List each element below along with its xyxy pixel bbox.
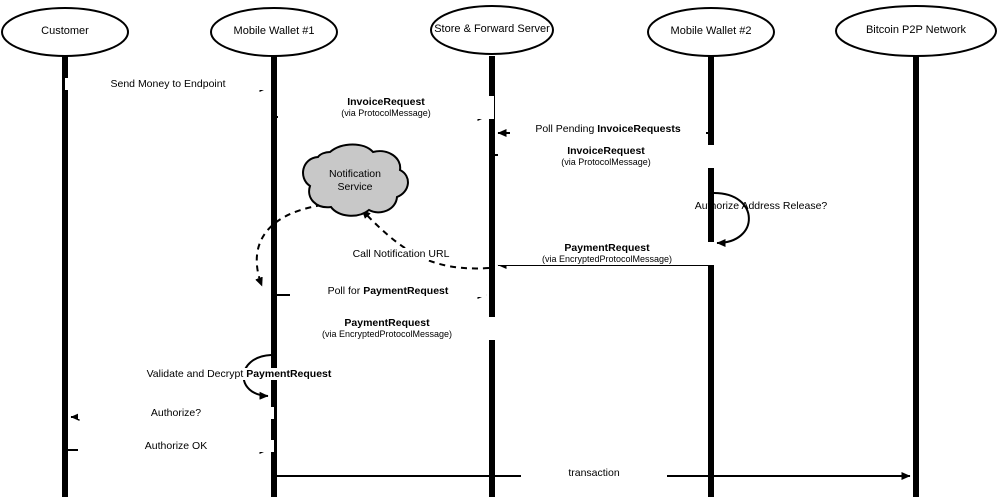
msg-sub: (via ProtocolMessage) [561, 157, 651, 167]
lifelines [65, 56, 916, 497]
actor-label-mobile-wallet-2: Mobile Wallet #2 [670, 25, 752, 37]
msg-main: Authorize Address Release? [694, 200, 828, 212]
msg-main: transaction [568, 467, 620, 479]
msg-main: Poll for [327, 285, 364, 297]
message-validate-and-decrypt-payment-request [133, 368, 345, 380]
msg-main: Call Notification URL [352, 248, 450, 260]
msg-bold: PaymentRequest [246, 368, 332, 380]
msg-main: Validate and Decrypt [146, 368, 247, 380]
msg-sub: (via ProtocolMessage) [341, 108, 431, 118]
notification-service-label-line2: Service [337, 181, 373, 193]
msg-main: Send Money to Endpoint [110, 78, 226, 90]
actor-label-mobile-wallet-1: Mobile Wallet #1 [233, 25, 315, 37]
message-authorize-ok [78, 440, 274, 452]
message-payment-request-server-to-wallet1 [278, 317, 496, 340]
message-authorize-address-release [683, 200, 839, 212]
actor-label-customer: Customer [41, 25, 89, 37]
msg-bold: PaymentRequest [344, 317, 430, 329]
actor-label-bitcoin-p2p-network: Bitcoin P2P Network [865, 24, 967, 36]
message-invoice-request-wallet1-to-server [278, 96, 494, 119]
msg-main: Poll Pending [535, 123, 598, 135]
message-authorize-question [78, 407, 274, 419]
msg-bold: PaymentRequest [564, 242, 650, 254]
msg-bold: PaymentRequest [363, 285, 449, 297]
message-transaction [521, 467, 667, 479]
message-call-notification-url [318, 248, 484, 260]
message-payment-request-wallet2-to-server [498, 242, 716, 265]
message-send-money-to-endpoint [65, 78, 271, 90]
actor-label-store-and-forward-server: Store & Forward Server [434, 23, 550, 35]
actor-heads [2, 6, 996, 56]
message-poll-pending-invoice-requests [510, 123, 706, 135]
message-poll-for-payment-request [290, 285, 486, 297]
notification-service-label-line1: Notification [329, 168, 381, 180]
notification-service-cloud [303, 145, 408, 216]
msg-bold: InvoiceRequest [347, 96, 425, 108]
msg-bold: InvoiceRequests [597, 123, 681, 135]
msg-sub: (via EncryptedProtocolMessage) [321, 329, 453, 339]
message-invoice-request-server-to-wallet2 [498, 145, 714, 168]
msg-sub: (via EncryptedProtocolMessage) [541, 254, 673, 264]
msg-main: Authorize OK [144, 440, 208, 452]
msg-main: Authorize? [150, 407, 202, 419]
msg-bold: InvoiceRequest [567, 145, 645, 157]
